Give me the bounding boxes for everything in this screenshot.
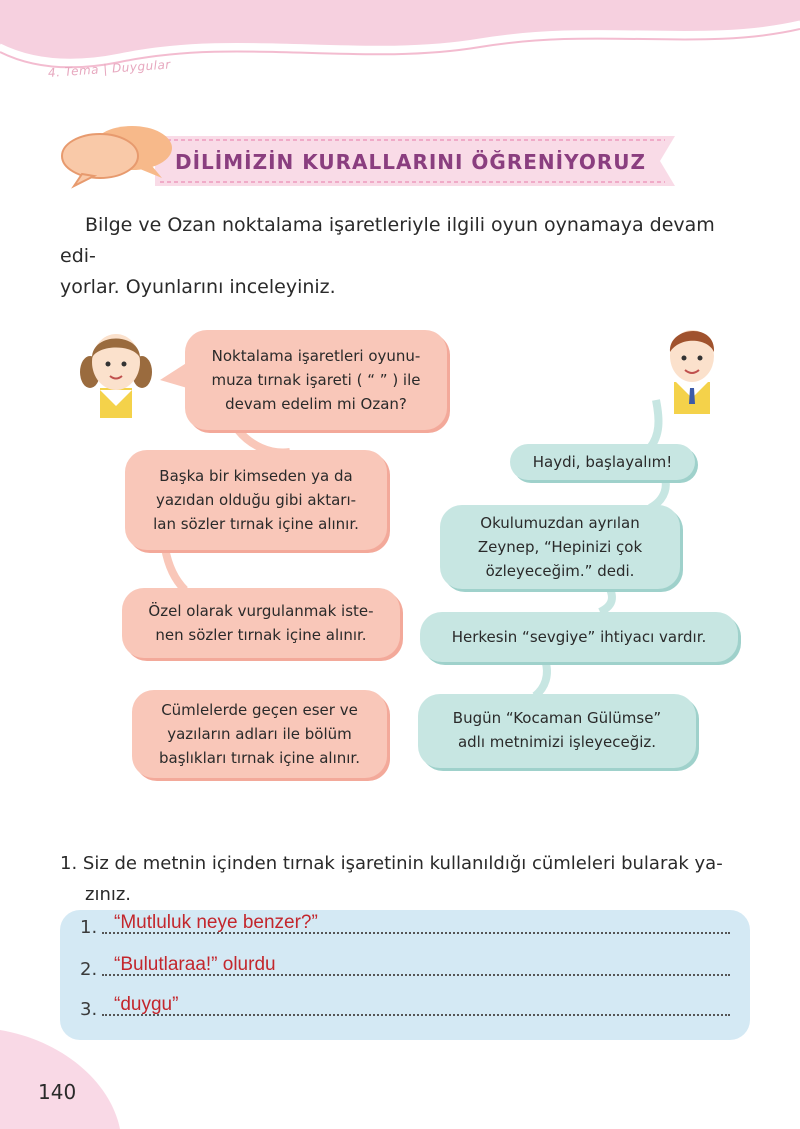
bubble-line: Zeynep, “Hepinizi çok: [477, 538, 643, 556]
top-wave-decoration: [0, 0, 800, 90]
bubble-line: Okulumuzdan ayrılan: [480, 514, 640, 532]
question-prompt: [60, 848, 760, 910]
bubble-line: yazıların adları ile bölüm: [167, 725, 352, 743]
answer-line[interactable]: [102, 1014, 730, 1016]
bubble-line: lan sözler tırnak içine alınır.: [153, 515, 359, 533]
bubble-line: başlıkları tırnak içine alınır.: [159, 749, 360, 767]
answer-row: [80, 908, 740, 938]
question-line: zınız.: [85, 884, 132, 905]
intro-paragraph: [60, 210, 750, 303]
bilge-bubble-2: [125, 450, 387, 550]
bubble-line: özleyeceğim.” dedi.: [485, 562, 635, 580]
ozan-boy-illustration: [662, 318, 722, 414]
bubble-line: muza tırnak işareti ( “ ” ) ile: [211, 371, 421, 389]
bubble-line: devam edelim mi Ozan?: [225, 395, 407, 413]
intro-line: Bilge ve Ozan noktalama işaretleriyle ilgili oyun oynamaya devam edi-: [60, 214, 715, 267]
theme-label: 4. Tema | Duygular: [47, 57, 172, 80]
handwritten-answer: “Bulutlaraa!” olurdu: [114, 954, 276, 975]
handwritten-answer: “duygu”: [114, 994, 179, 1015]
ozan-bubble-4: [418, 694, 696, 768]
bilge-bubble-4: [132, 690, 387, 778]
bubble-line: nen sözler tırnak içine alınır.: [155, 626, 367, 644]
bubble-line: Bugün “Kocaman Gülümse”: [452, 709, 662, 727]
intro-line: yorlar. Oyunlarını inceleyiniz.: [60, 276, 336, 298]
bilge-bubble-3: [122, 588, 400, 658]
question-line: 1. Siz de metnin içinden tırnak işaretinin kullanıldığı cümleleri bularak ya-: [60, 853, 723, 874]
bubble-line: Özel olarak vurgulanmak iste-: [148, 602, 374, 620]
bilge-bubble-1: [185, 330, 447, 430]
answer-row: [80, 950, 740, 980]
bilge-girl-illustration: [76, 320, 156, 418]
bubble-line: Cümlelerde geçen eser ve: [161, 701, 358, 719]
handwritten-answer: “Mutluluk neye benzer?”: [114, 912, 318, 933]
answer-row: [80, 990, 740, 1020]
bubble-line: yazıdan olduğu gibi aktarı-: [155, 491, 357, 509]
ozan-bubble-3: [420, 612, 738, 662]
bubble-line: adlı metnimizi işleyeceğiz.: [457, 733, 657, 751]
section-title: DİLİMİZİN KURALLARINI ÖĞRENİYORUZ: [175, 150, 647, 174]
bubble-line: Haydi, başlayalım!: [532, 453, 673, 471]
bubble-line: Noktalama işaretleri oyunu-: [211, 347, 421, 365]
bubble-line: Başka bir kimseden ya da: [159, 467, 353, 485]
ozan-bubble-2: [440, 505, 680, 589]
ozan-bubble-1: [510, 444, 695, 480]
answer-number: 3.: [80, 999, 98, 1020]
bubble-line: Herkesin “sevgiye” ihtiyacı vardır.: [451, 628, 707, 646]
answer-number: 2.: [80, 959, 98, 980]
page-number: 140: [38, 1080, 77, 1104]
answer-number: 1.: [80, 917, 98, 938]
